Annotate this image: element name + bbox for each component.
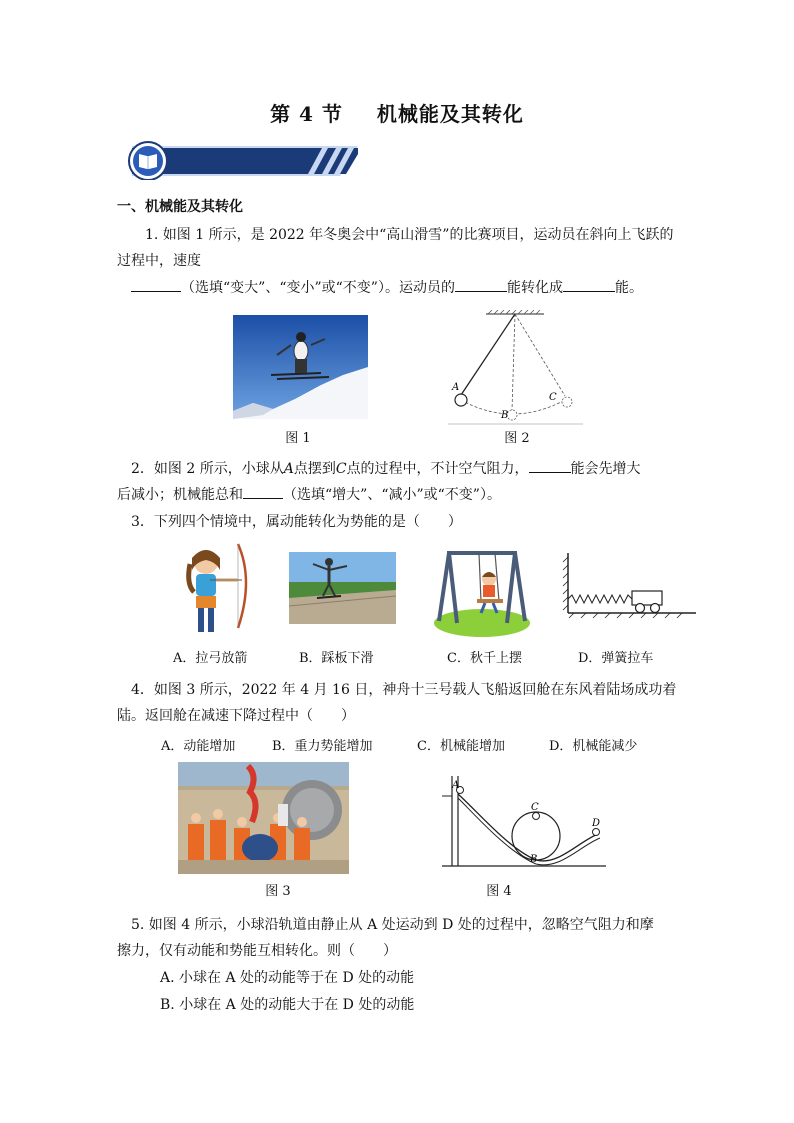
figure-1-skier-photo: [233, 315, 368, 419]
q1-blank-speed[interactable]: [131, 277, 181, 292]
q4-choice-b: B．重力势能增加: [272, 739, 373, 754]
figure-3-landing-photo: [178, 762, 349, 874]
q5-option-a: A. 小球在 A 处的动能等于在 D 处的动能: [160, 970, 415, 986]
fig2-label-c: C: [549, 392, 557, 403]
banner-label: 题型分组基础练: [178, 152, 284, 170]
q2-blank-mechanical[interactable]: [243, 484, 283, 499]
figure-2-pendulum-diagram: [448, 310, 583, 426]
q3-option-a: A．拉弓放箭: [173, 651, 248, 666]
figure-2-caption: 图 2: [504, 431, 530, 446]
fig4-label-a: A: [452, 780, 460, 791]
page-title: [0, 98, 794, 127]
q3-image-archer: [180, 540, 252, 638]
q5-option-b: B. 小球在 A 处的动能大于在 D 处的动能: [160, 997, 415, 1013]
q1-line2: 过程中，速度: [117, 253, 201, 269]
figure-1-caption: 图 1: [285, 431, 311, 446]
q1-line1: 1. 如图 1 所示，是 2022 年冬奥会中“高山滑雪”的比赛项目，运动员在斜向上飞跃的: [145, 227, 674, 243]
q2-line1: 2．如图 2 所示，小球从A点摆到C点的过程中，不计空气阻力， 能会先增大: [131, 458, 641, 478]
q4-line2: 陆。返回舱在减速下降过程中（ ）: [117, 708, 355, 724]
figure-4-caption: 图 4: [486, 884, 512, 899]
q4-line1: 4．如图 3 所示，2022 年 4 月 16 日，神舟十三号载人飞船返回舱在东风着陆场成功着: [131, 682, 677, 698]
figure-3-caption: 图 3: [265, 884, 291, 899]
section-heading: 一、机械能及其转化: [117, 199, 243, 215]
title-text: 机械能及其转化: [376, 102, 524, 126]
q1-blank-energy-to[interactable]: [563, 277, 615, 292]
book-icon: [137, 150, 159, 172]
q3-image-swing: [433, 543, 531, 638]
figure-4-loop-track-diagram: [438, 772, 608, 870]
q3-option-c: C．秋千上摆: [447, 651, 522, 666]
q2-line2: 后减小；机械能总和 （选填“增大”、“减小”或“不变”）。: [117, 484, 501, 504]
q3-option-b: B．踩板下滑: [299, 651, 374, 666]
fig2-label-a: A: [452, 382, 460, 393]
q5-line1: 5. 如图 4 所示，小球沿轨道由静止从 A 处运动到 D 处的过程中，忽略空气阻力和摩: [131, 917, 654, 933]
q5-line2: 擦力，仅有动能和势能互相转化。则（ ）: [117, 943, 397, 959]
q2-blank-energy[interactable]: [529, 458, 571, 473]
q4-choice-c: C．机械能增加: [417, 739, 505, 754]
q3-image-skateboard: [289, 552, 396, 624]
q3-image-spring-cart: [562, 551, 696, 621]
q4-choice-d: D．机械能减少: [549, 739, 638, 754]
q3-stem: 3．下列四个情境中，属动能转化为势能的是（ ）: [131, 514, 462, 530]
q1-blank-energy-from[interactable]: [455, 277, 507, 292]
q3-option-d: D．弹簧拉车: [578, 651, 654, 666]
title-section-number: 第 4 节: [270, 102, 343, 126]
fig2-label-b: B: [501, 410, 509, 421]
fig4-label-d: D: [592, 818, 601, 829]
fig4-label-c: C: [531, 802, 539, 813]
q1-line3: （选填“变大”、“变小”或“不变”）。运动员的 能转化成 能。: [131, 277, 643, 297]
fig4-label-b: B: [530, 854, 538, 865]
q4-choice-a: A．动能增加: [161, 739, 236, 754]
